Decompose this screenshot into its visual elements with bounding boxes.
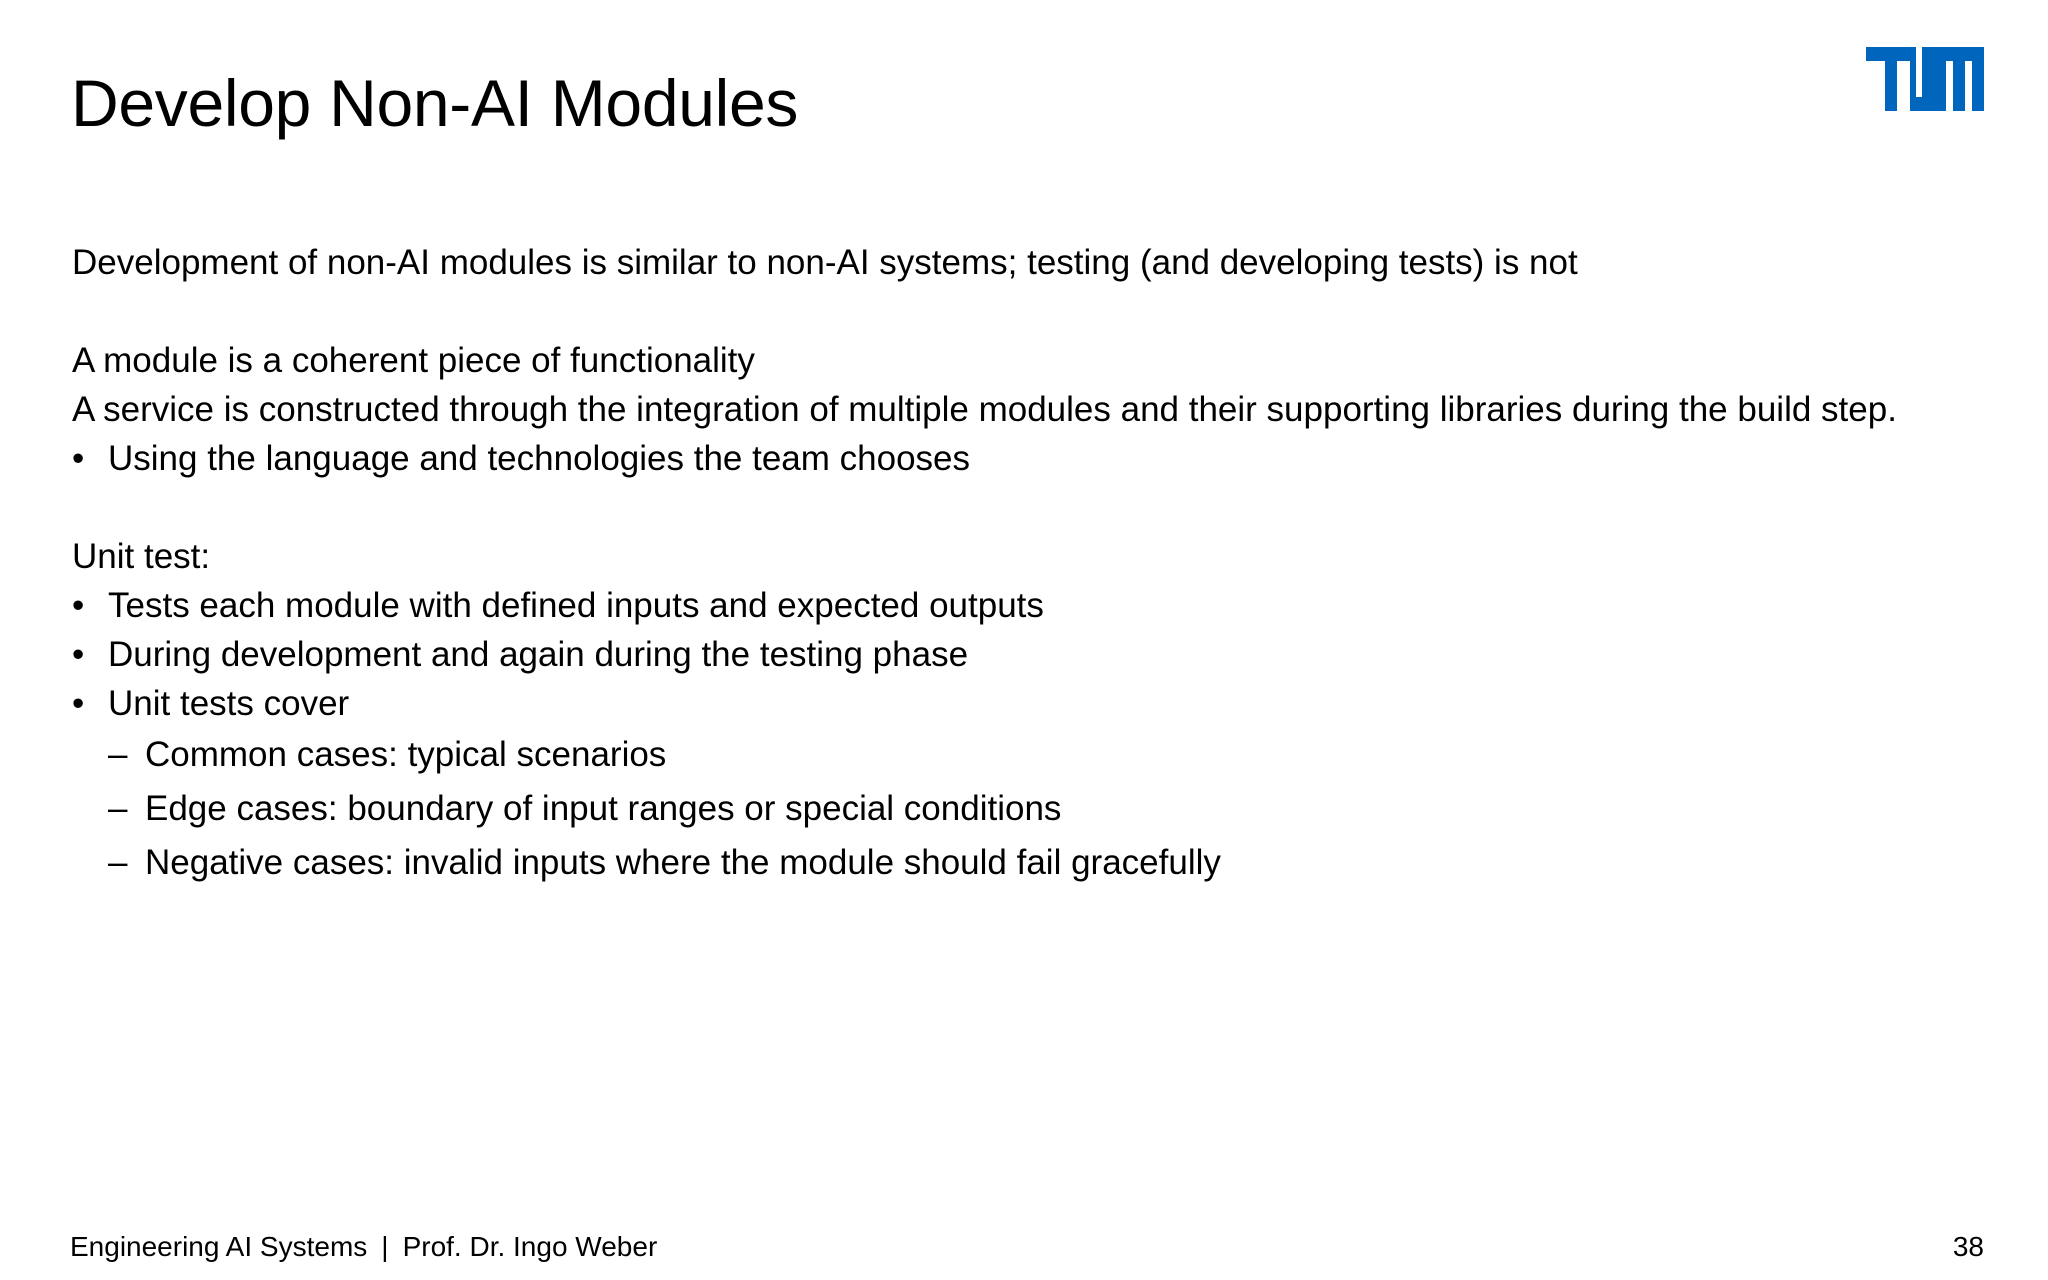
service-definition: A service is constructed through the integration of multiple modules and their supporting libraries during the build step. xyxy=(72,390,1897,429)
footer-separator: | xyxy=(381,1231,389,1262)
footer-author: Prof. Dr. Ingo Weber xyxy=(402,1231,658,1262)
bullet-text: Using the language and technologies the team chooses xyxy=(108,439,970,478)
bullet-text: Unit tests cover xyxy=(108,684,350,723)
bullet-glyph: • xyxy=(72,586,85,625)
spacer xyxy=(72,287,1992,336)
bullet-glyph: • xyxy=(72,439,85,478)
module-definition: A module is a coherent piece of functionality xyxy=(72,341,755,380)
bullet-text: Tests each module with defined inputs and expected outputs xyxy=(108,586,1044,625)
intro-text: Development of non-AI modules is similar to non-AI systems; testing (and developing tests) is not xyxy=(72,243,1578,282)
page-number: 38 xyxy=(1952,1231,1984,1262)
bullet-item xyxy=(72,434,1992,483)
footer-course: Engineering AI Systems xyxy=(70,1231,368,1262)
sub-bullet-item xyxy=(72,836,1992,890)
sub-bullet-text: Negative cases: invalid inputs where the module should fail gracefully xyxy=(145,843,1221,882)
bullet-item xyxy=(72,581,1992,630)
spacer xyxy=(72,483,1992,532)
slide-title: Develop Non-AI Modules xyxy=(71,66,799,140)
sub-bullet-text: Common cases: typical scenarios xyxy=(145,735,667,774)
tum-logo xyxy=(1866,47,1984,111)
tum-logo-mark xyxy=(1866,47,1984,111)
sub-bullet-item xyxy=(72,782,1992,836)
unit-test-heading: Unit test: xyxy=(72,537,211,576)
dash-glyph: – xyxy=(108,789,128,828)
footer-credits xyxy=(70,1230,657,1264)
bullet-item xyxy=(72,630,1992,679)
bullet-glyph: • xyxy=(72,635,85,674)
sub-bullet-text: Edge cases: boundary of input ranges or special conditions xyxy=(145,789,1062,828)
bullet-glyph: • xyxy=(72,684,85,723)
sub-bullet-item xyxy=(72,728,1992,782)
slide-body xyxy=(72,238,1992,890)
bullet-item xyxy=(72,679,1992,728)
bullet-text: During development and again during the testing phase xyxy=(108,635,969,674)
dash-glyph: – xyxy=(108,735,128,774)
dash-glyph: – xyxy=(108,843,128,882)
